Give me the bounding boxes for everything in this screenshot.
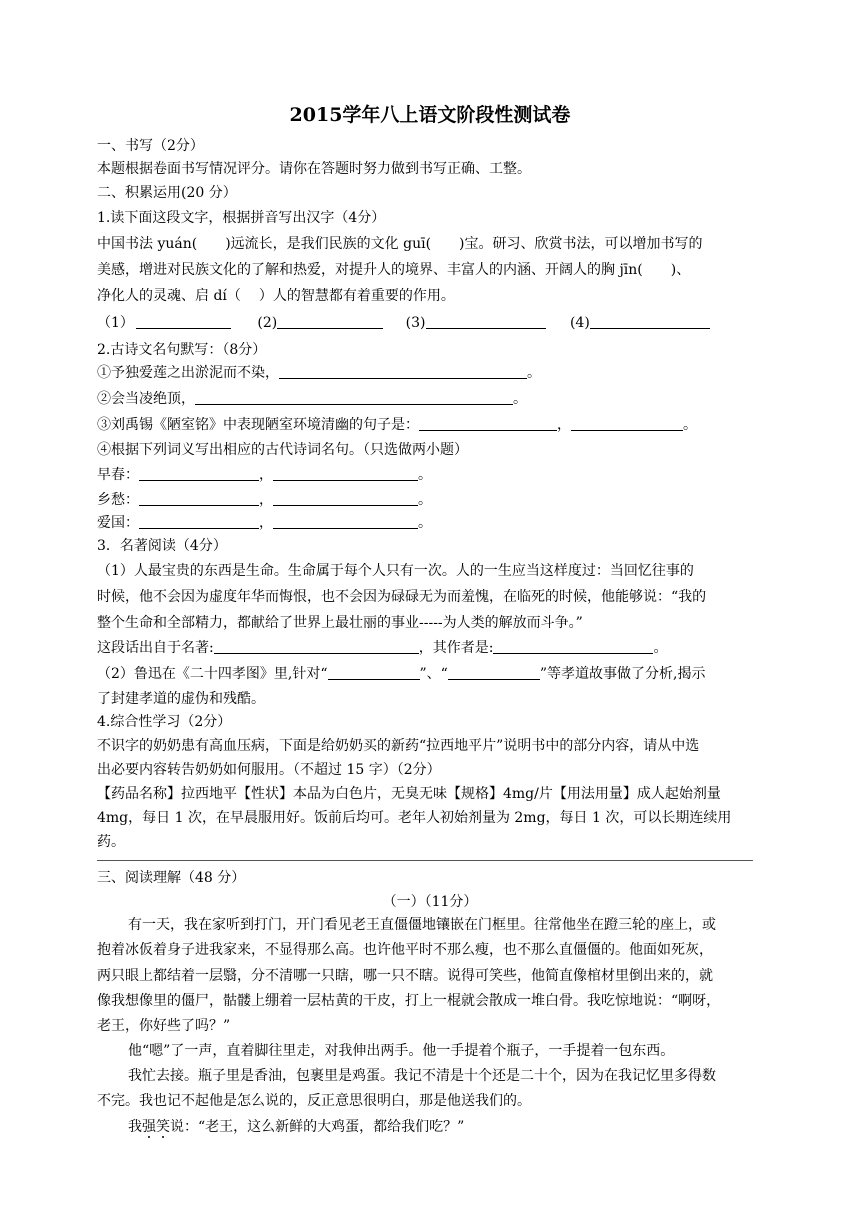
page-title: 2015学年八上语文阶段性测试卷 (289, 104, 571, 126)
novel-passage-line: （1）人最宝贵的东西是生命。生命属于每个人只有一次。人的一生应当这样度过：当回忆往事的 (97, 563, 694, 579)
answer-blank-4[interactable] (590, 314, 710, 329)
poem-blank-4b[interactable] (273, 466, 418, 481)
poem-item-4: ④根据下列词义写出相应的古代诗词名句。（只选做两小题） (97, 442, 468, 458)
reading-subheading: （一）（11分） (382, 894, 478, 910)
question-4-text: 不识字的奶奶患有高血压病，下面是给奶奶买的新药“拉西地平片”说明书中的部分内容，请从中选 (97, 738, 700, 754)
drug-info-line: 【药品名称】拉西地平【性状】本品为白色片，无臭无味【规格】4mg/片【用法用量】成人起始剂量 (97, 786, 721, 802)
poem-item-2: ②会当凌绝顶， 。 (97, 391, 527, 407)
poem-blank-4a[interactable] (139, 466, 259, 481)
poem-blank-1[interactable] (279, 364, 527, 379)
reading-paragraph-line: 有一天，我在家听到打门，开门看见老王直僵僵地镶嵌在门框里。往常他坐在蹬三轮的座上，或 (128, 917, 716, 933)
reading-paragraph-line: 不完。我也记不起他是怎么说的，反正意思很明白，那是他送我们的。 (97, 1093, 531, 1109)
poem-blank-6a[interactable] (139, 514, 259, 529)
poem-row-patriotism: 爱国： ， 。 (97, 515, 432, 531)
novel-passage-line: 时候，他不会因为虚度年华而悔恨，也不会因为碌碌无为而羞愧，在临死的时候，他能够说：“我的 (97, 589, 707, 605)
section-3-heading: 三、阅读理解（48 分） (97, 870, 246, 886)
novel-author-blank[interactable] (493, 639, 653, 654)
answer-blank-3[interactable] (426, 314, 546, 329)
reading-paragraph-line: 抱着冰仮着身子进我家来，不显得那么高。也许他平时不那么瘦，也不那么直僵僵的。他面如死灰， (97, 942, 713, 958)
novel-title-blank[interactable] (214, 639, 419, 654)
filial-story-blank-2[interactable] (448, 665, 540, 680)
poem-blank-5a[interactable] (139, 491, 259, 506)
pinyin-line-2: 美感，增进对民族文化的了解和热爱，对提升人的境界、丰富人的内涵、开阔人的胸 jīn( )、 (97, 262, 691, 278)
question-4-text: 出必要内容转告奶奶如何服用。（不超过 15 字）（2分） (97, 762, 441, 778)
emphasis-dot-char: 笑 (156, 1119, 170, 1135)
drug-info-line: 药。 (97, 834, 125, 850)
poem-blank-3b[interactable] (571, 416, 683, 431)
poem-blank-5b[interactable] (273, 491, 418, 506)
novel-source-line: 这段话出自于名著: ，其作者是: 。 (97, 640, 668, 656)
reading-paragraph-line: 我忙去接。瓶子里是香油，包裹里是鸡蛋。我记不清是十个还是二十个，因为在我记忆里多得数 (128, 1068, 716, 1084)
drug-info-line: 4mg，每日 1 次，在早晨服用好。饭前后均可。老年人初始剂量为 2mg，每日 1 次，可以长期连续用 (97, 810, 732, 826)
poem-blank-6b[interactable] (273, 514, 418, 529)
answer-blank-2[interactable] (277, 314, 383, 329)
question-2-heading: 2.古诗文名句默写：（8分） (97, 342, 267, 358)
answer-blanks-row: （1） (2) (3) (4) (97, 313, 710, 333)
poem-row-early-spring: 早春： ， 。 (97, 467, 432, 483)
answer-blank-1[interactable] (136, 314, 231, 329)
novel-passage-line: 整个生命和全部精力，都献给了世界上最壮丽的事业-----为人类的解放而斗争。” (97, 615, 583, 631)
section-1-heading: 一、书写（2分） (97, 138, 204, 154)
section-2-heading: 二、积累运用(20 分） (97, 185, 237, 201)
poem-row-homesick: 乡愁： ， 。 (97, 492, 432, 508)
question-4-heading: 4.综合性学习（2分） (97, 714, 232, 730)
filial-story-blank-1[interactable] (328, 665, 420, 680)
answer-rule-line[interactable] (97, 860, 753, 861)
question-1-heading: 1.读下面这段文字，根据拼音写出汉字（4分） (97, 210, 386, 226)
reading-paragraph-line: 他“嗯”了一声，直着脚往里走，对我伸出两手。他一手提着个瓶子，一手提着一包东西。 (128, 1043, 675, 1059)
section-1-text: 本题根据卷面书写情况评分。请你在答题时努力做到书写正确、工整。 (97, 161, 531, 177)
poem-blank-2[interactable] (195, 390, 513, 405)
pinyin-line-1: 中国书法 yuán( )远流长，是我们民族的文化 guī( )宝。研习、欣赏书法，可以增加书写的 (97, 236, 703, 252)
reading-paragraph-line: 两只眼上都结着一层翳，分不清哪一只瞎，哪一只不瞎。说得可笑些，他简直像棺材里倒出来的，就 (97, 968, 713, 984)
pinyin-line-3: 净化人的灵魂、启 dí（ ）人的智慧都有着重要的作用。 (97, 288, 455, 304)
reading-paragraph-line: 老王，你好些了吗？” (97, 1018, 231, 1034)
poem-blank-3a[interactable] (419, 416, 557, 431)
poem-item-3: ③刘禹锡《陋室铭》中表现陋室环境清幽的句子是： ， 。 (97, 417, 697, 433)
filial-piety-line: （2）鲁迅在《二十四孝图》里,针对“ ”、“ ”等孝道故事做了分析,揭示 (97, 666, 706, 682)
reading-paragraph-last: 我强笑说：“老王，这么新鲜的大鸡蛋，都给我们吃？” (128, 1119, 465, 1135)
question-3-heading: 3．名著阅读（4分） (97, 538, 227, 554)
reading-paragraph-line: 像我想像里的僵尸，骷髅上绷着一层枯黄的干皮，打上一棍就会散成一堆白骨。我吃惊地说：“啊呀， (97, 993, 721, 1009)
poem-item-1: ①予独爱莲之出淤泥而不染， 。 (97, 365, 541, 381)
filial-piety-line-2: 了封建孝道的虚伪和残酷。 (97, 691, 265, 707)
emphasis-dot-char: 强 (142, 1119, 156, 1135)
